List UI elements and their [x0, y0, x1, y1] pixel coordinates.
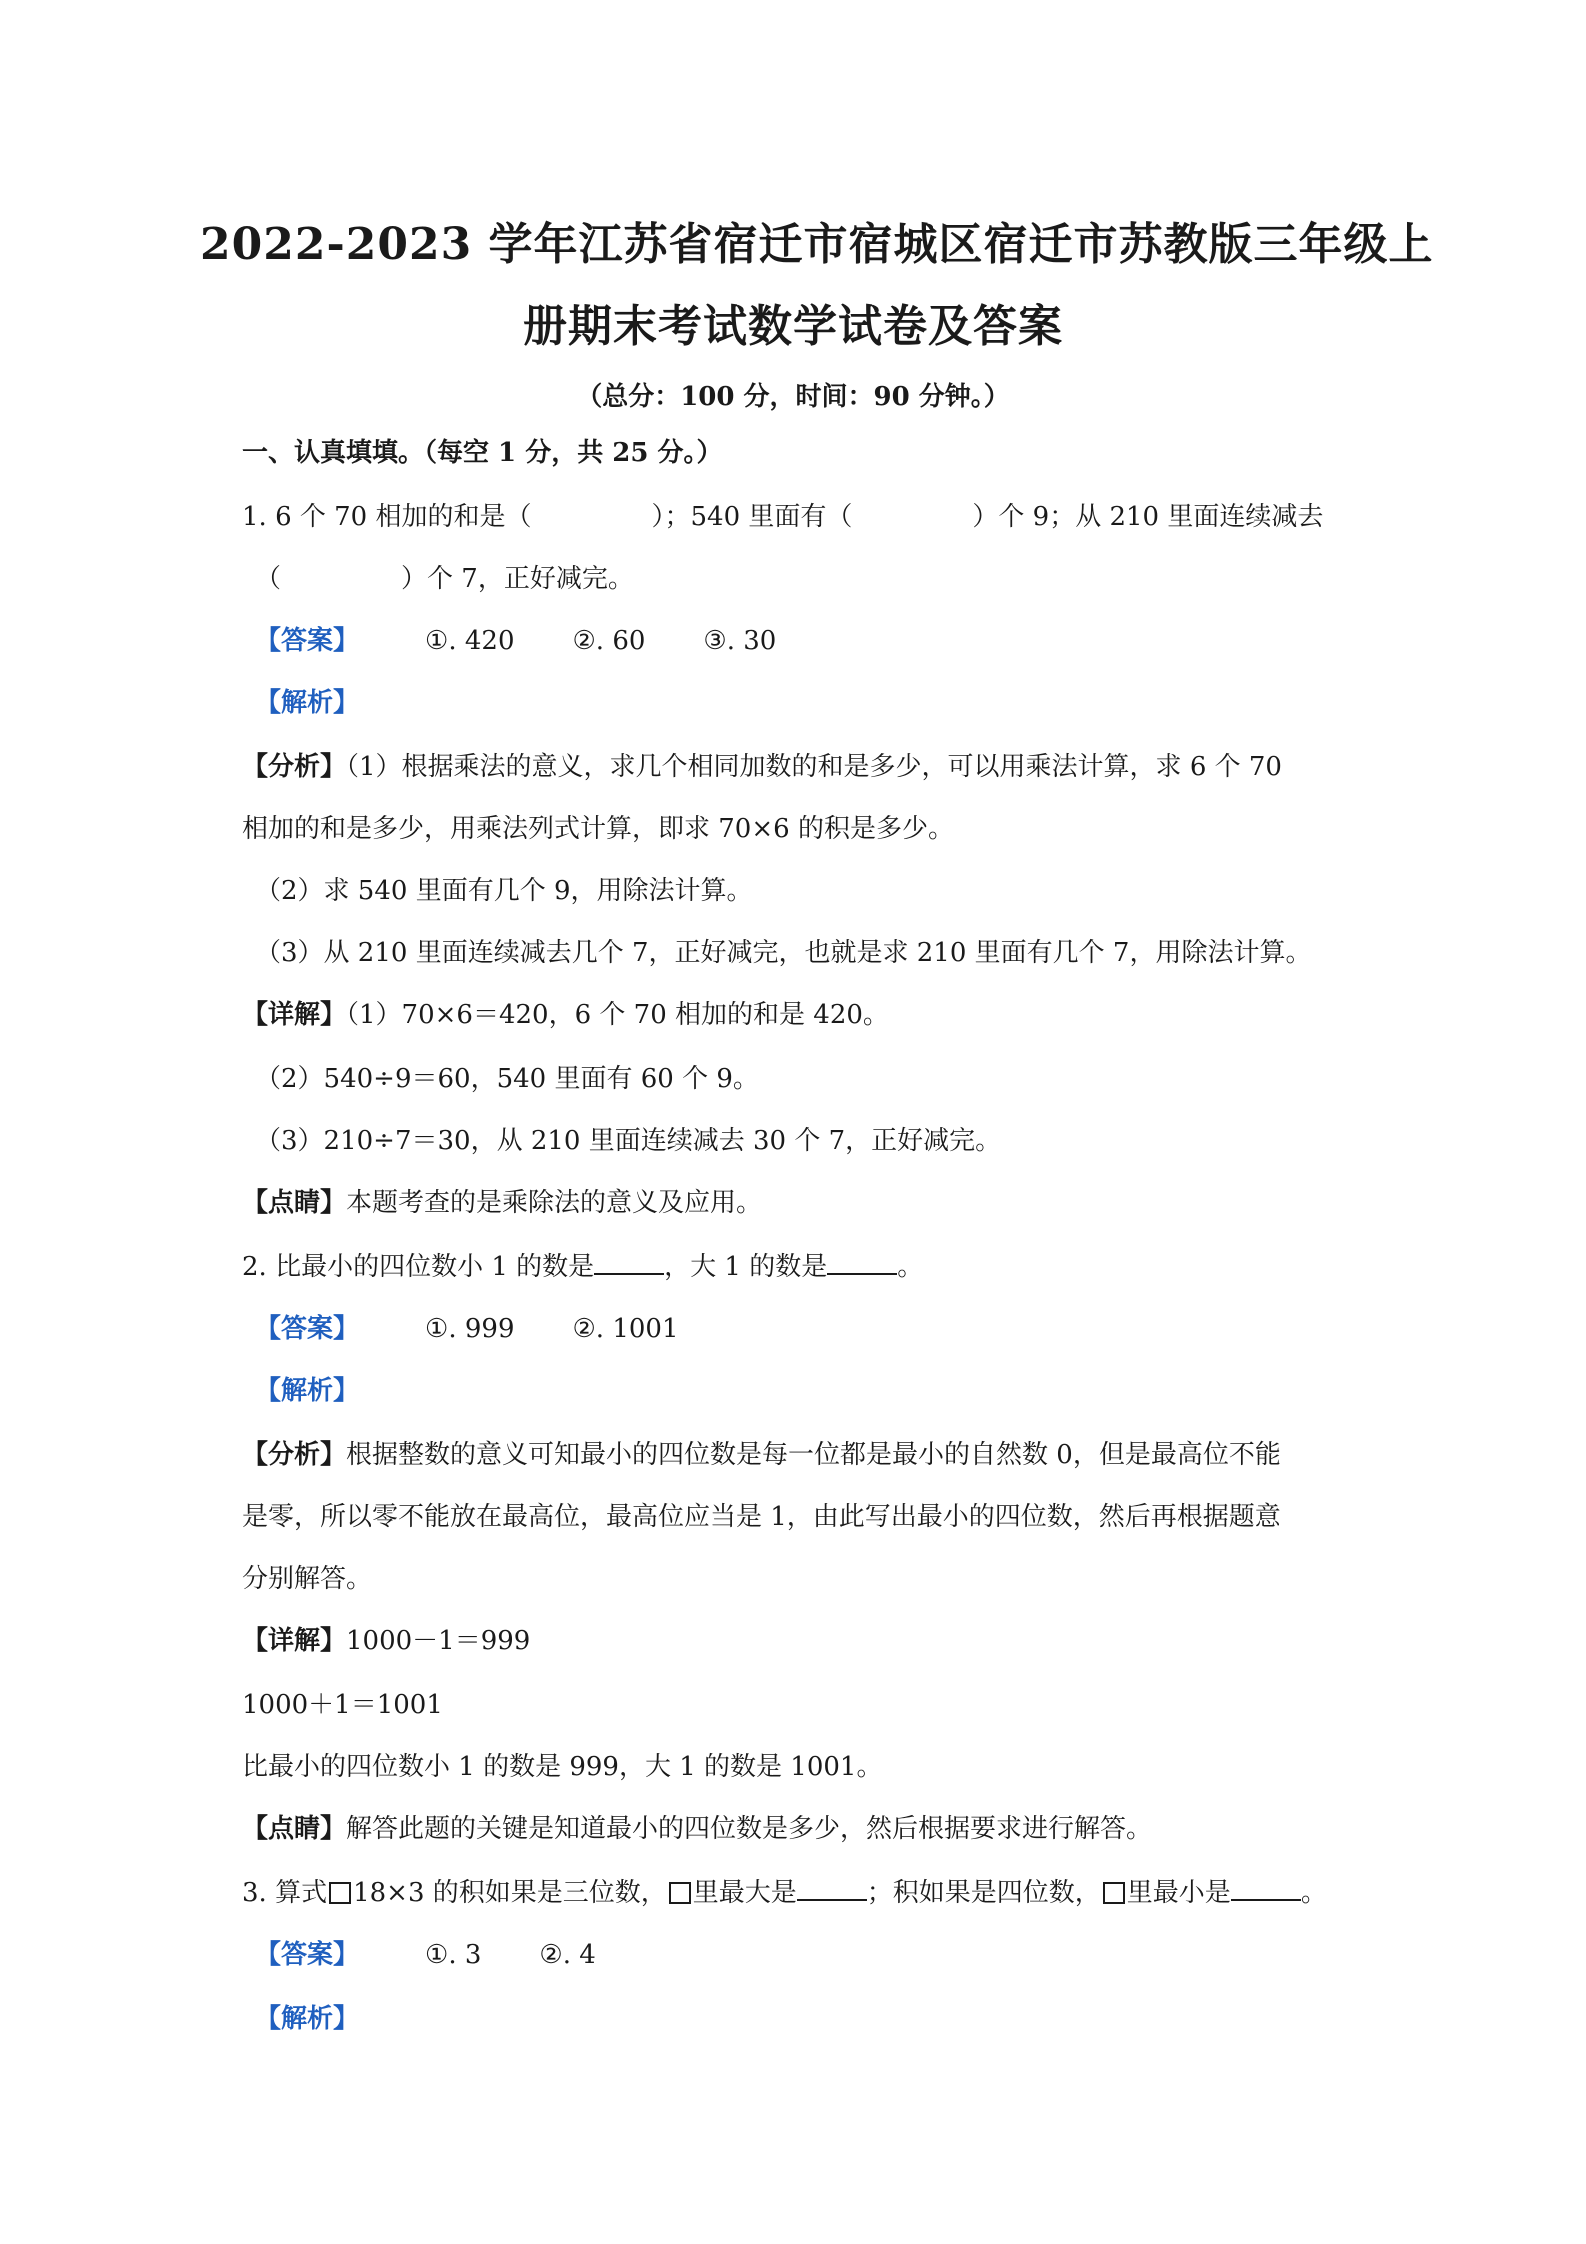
q3-text-part1: 3. 算式 [242, 1878, 328, 1908]
q1-answer-2: ②. 60 [572, 626, 646, 656]
q1-text-line2 [255, 566, 634, 592]
q3-answer-2: ②. 4 [539, 1940, 596, 1970]
section-heading: 一、认真填填。（每空 1 分，共 25 分。） [242, 438, 723, 468]
q1-fenxi-line2: 相加的和是多少，用乘法列式计算，即求 70×6 的积是多少。 [242, 814, 954, 844]
q2-detail-line1 [242, 1628, 530, 1654]
q3-text-line [242, 1880, 1327, 1906]
q2-answer-2: ②. 1001 [572, 1314, 679, 1344]
q1-dianjing-text: 本题考查的是乘除法的意义及应用。 [346, 1188, 763, 1218]
q1-text-part5: ）个 7，正好减完。 [401, 564, 634, 594]
q2-fenxi-text1: 根据整数的意义可知最小的四位数是每一位都是最小的自然数 0，但是最高位不能 [346, 1440, 1281, 1470]
q3-answer-line [255, 1942, 596, 1968]
fenxi-label: 【分析】 [242, 752, 347, 782]
q1-fenxi-line1 [242, 754, 1282, 780]
q2-text-part3: 。 [897, 1252, 924, 1282]
q1-text-part3: ）个 9；从 210 里面连续减去 [972, 502, 1324, 532]
q3-text-part2: 18×3 的积如果是三位数， [353, 1878, 667, 1908]
q2-blank-1 [594, 1255, 664, 1275]
q1-dianjing-line [242, 1190, 762, 1216]
q2-dianjing-text: 解答此题的关键是知道最小的四位数是多少，然后根据要求进行解答。 [346, 1814, 1153, 1844]
q1-detail-line2: （2）540÷9＝60，540 里面有 60 个 9。 [255, 1064, 759, 1094]
empty-box-icon [329, 1882, 351, 1904]
q2-text-part1: 2. 比最小的四位数小 1 的数是 [242, 1252, 595, 1282]
q2-fenxi-line2: 是零，所以零不能放在最高位，最高位应当是 1，由此写出最小的四位数，然后再根据题意 [242, 1502, 1281, 1532]
q3-text-part6: 。 [1300, 1878, 1327, 1908]
q2-text-part2: ，大 1 的数是 [664, 1252, 828, 1282]
document-title-line2: 册期末考试数学试卷及答案 [523, 301, 1063, 352]
q2-detail-text1: 1000－1＝999 [346, 1626, 531, 1656]
q3-analysis-label: 【解析】 [255, 2004, 360, 2034]
q2-dianjing-line [242, 1816, 1152, 1842]
empty-box-icon [1103, 1882, 1125, 1904]
q1-detail-line1 [242, 1002, 889, 1028]
q1-answer-1: ①. 420 [425, 626, 515, 656]
q1-text-part1: 1. 6 个 70 相加的和是（ [242, 502, 532, 532]
q1-detail-line3: （3）210÷7＝30，从 210 里面连续减去 30 个 7，正好减完。 [255, 1126, 1002, 1156]
q2-answer-line [255, 1316, 679, 1342]
xiangjie-label: 【详解】 [242, 1626, 347, 1656]
q2-answer-1: ①. 999 [425, 1314, 515, 1344]
q1-text-part2: ）；540 里面有（ [651, 502, 853, 532]
q2-analysis-label: 【解析】 [255, 1376, 360, 1406]
q3-text-part5: 里最小是 [1126, 1878, 1231, 1908]
q1-text-line1 [242, 504, 1323, 530]
q1-detail-text1: （1）70×6＝420，6 个 70 相加的和是 420。 [346, 1000, 889, 1030]
answer-label: 【答案】 [255, 1940, 360, 1970]
q1-analysis-label: 【解析】 [255, 688, 360, 718]
xiangjie-label: 【详解】 [242, 1000, 347, 1030]
q2-text-line [242, 1254, 923, 1280]
document-title-line1: 2022-2023 学年江苏省宿迁市宿城区宿迁市苏教版三年级上 [200, 219, 1434, 270]
q1-answer-line [255, 628, 776, 654]
q2-detail-line2: 1000＋1＝1001 [242, 1690, 443, 1720]
q1-fenxi-text1: （1）根据乘法的意义，求几个相同加数的和是多少，可以用乘法计算，求 6 个 70 [346, 752, 1282, 782]
q3-blank-1 [797, 1881, 867, 1901]
q3-text-part3: 里最大是 [692, 1878, 797, 1908]
fenxi-label: 【分析】 [242, 1440, 347, 1470]
q2-fenxi-line1 [242, 1442, 1281, 1468]
q3-answer-1: ①. 3 [425, 1940, 482, 1970]
answer-label: 【答案】 [255, 626, 360, 656]
empty-box-icon [669, 1882, 691, 1904]
q2-detail-line3: 比最小的四位数小 1 的数是 999，大 1 的数是 1001。 [242, 1752, 883, 1782]
q1-answer-3: ③. 30 [703, 626, 777, 656]
q1-text-part4: （ [255, 564, 282, 594]
dianjing-label: 【点睛】 [242, 1188, 347, 1218]
document-subtitle: （总分：100 分，时间：90 分钟。） [576, 382, 1010, 412]
dianjing-label: 【点睛】 [242, 1814, 347, 1844]
q2-blank-2 [827, 1255, 897, 1275]
q2-fenxi-line3: 分别解答。 [242, 1564, 373, 1594]
q1-fenxi-line4: （3）从 210 里面连续减去几个 7，正好减完，也就是求 210 里面有几个 7，用除法计算。 [255, 938, 1312, 968]
answer-label: 【答案】 [255, 1314, 360, 1344]
q3-blank-2 [1231, 1881, 1301, 1901]
q3-text-part4: ；积如果是四位数， [866, 1878, 1101, 1908]
q1-fenxi-line3: （2）求 540 里面有几个 9，用除法计算。 [255, 876, 753, 906]
